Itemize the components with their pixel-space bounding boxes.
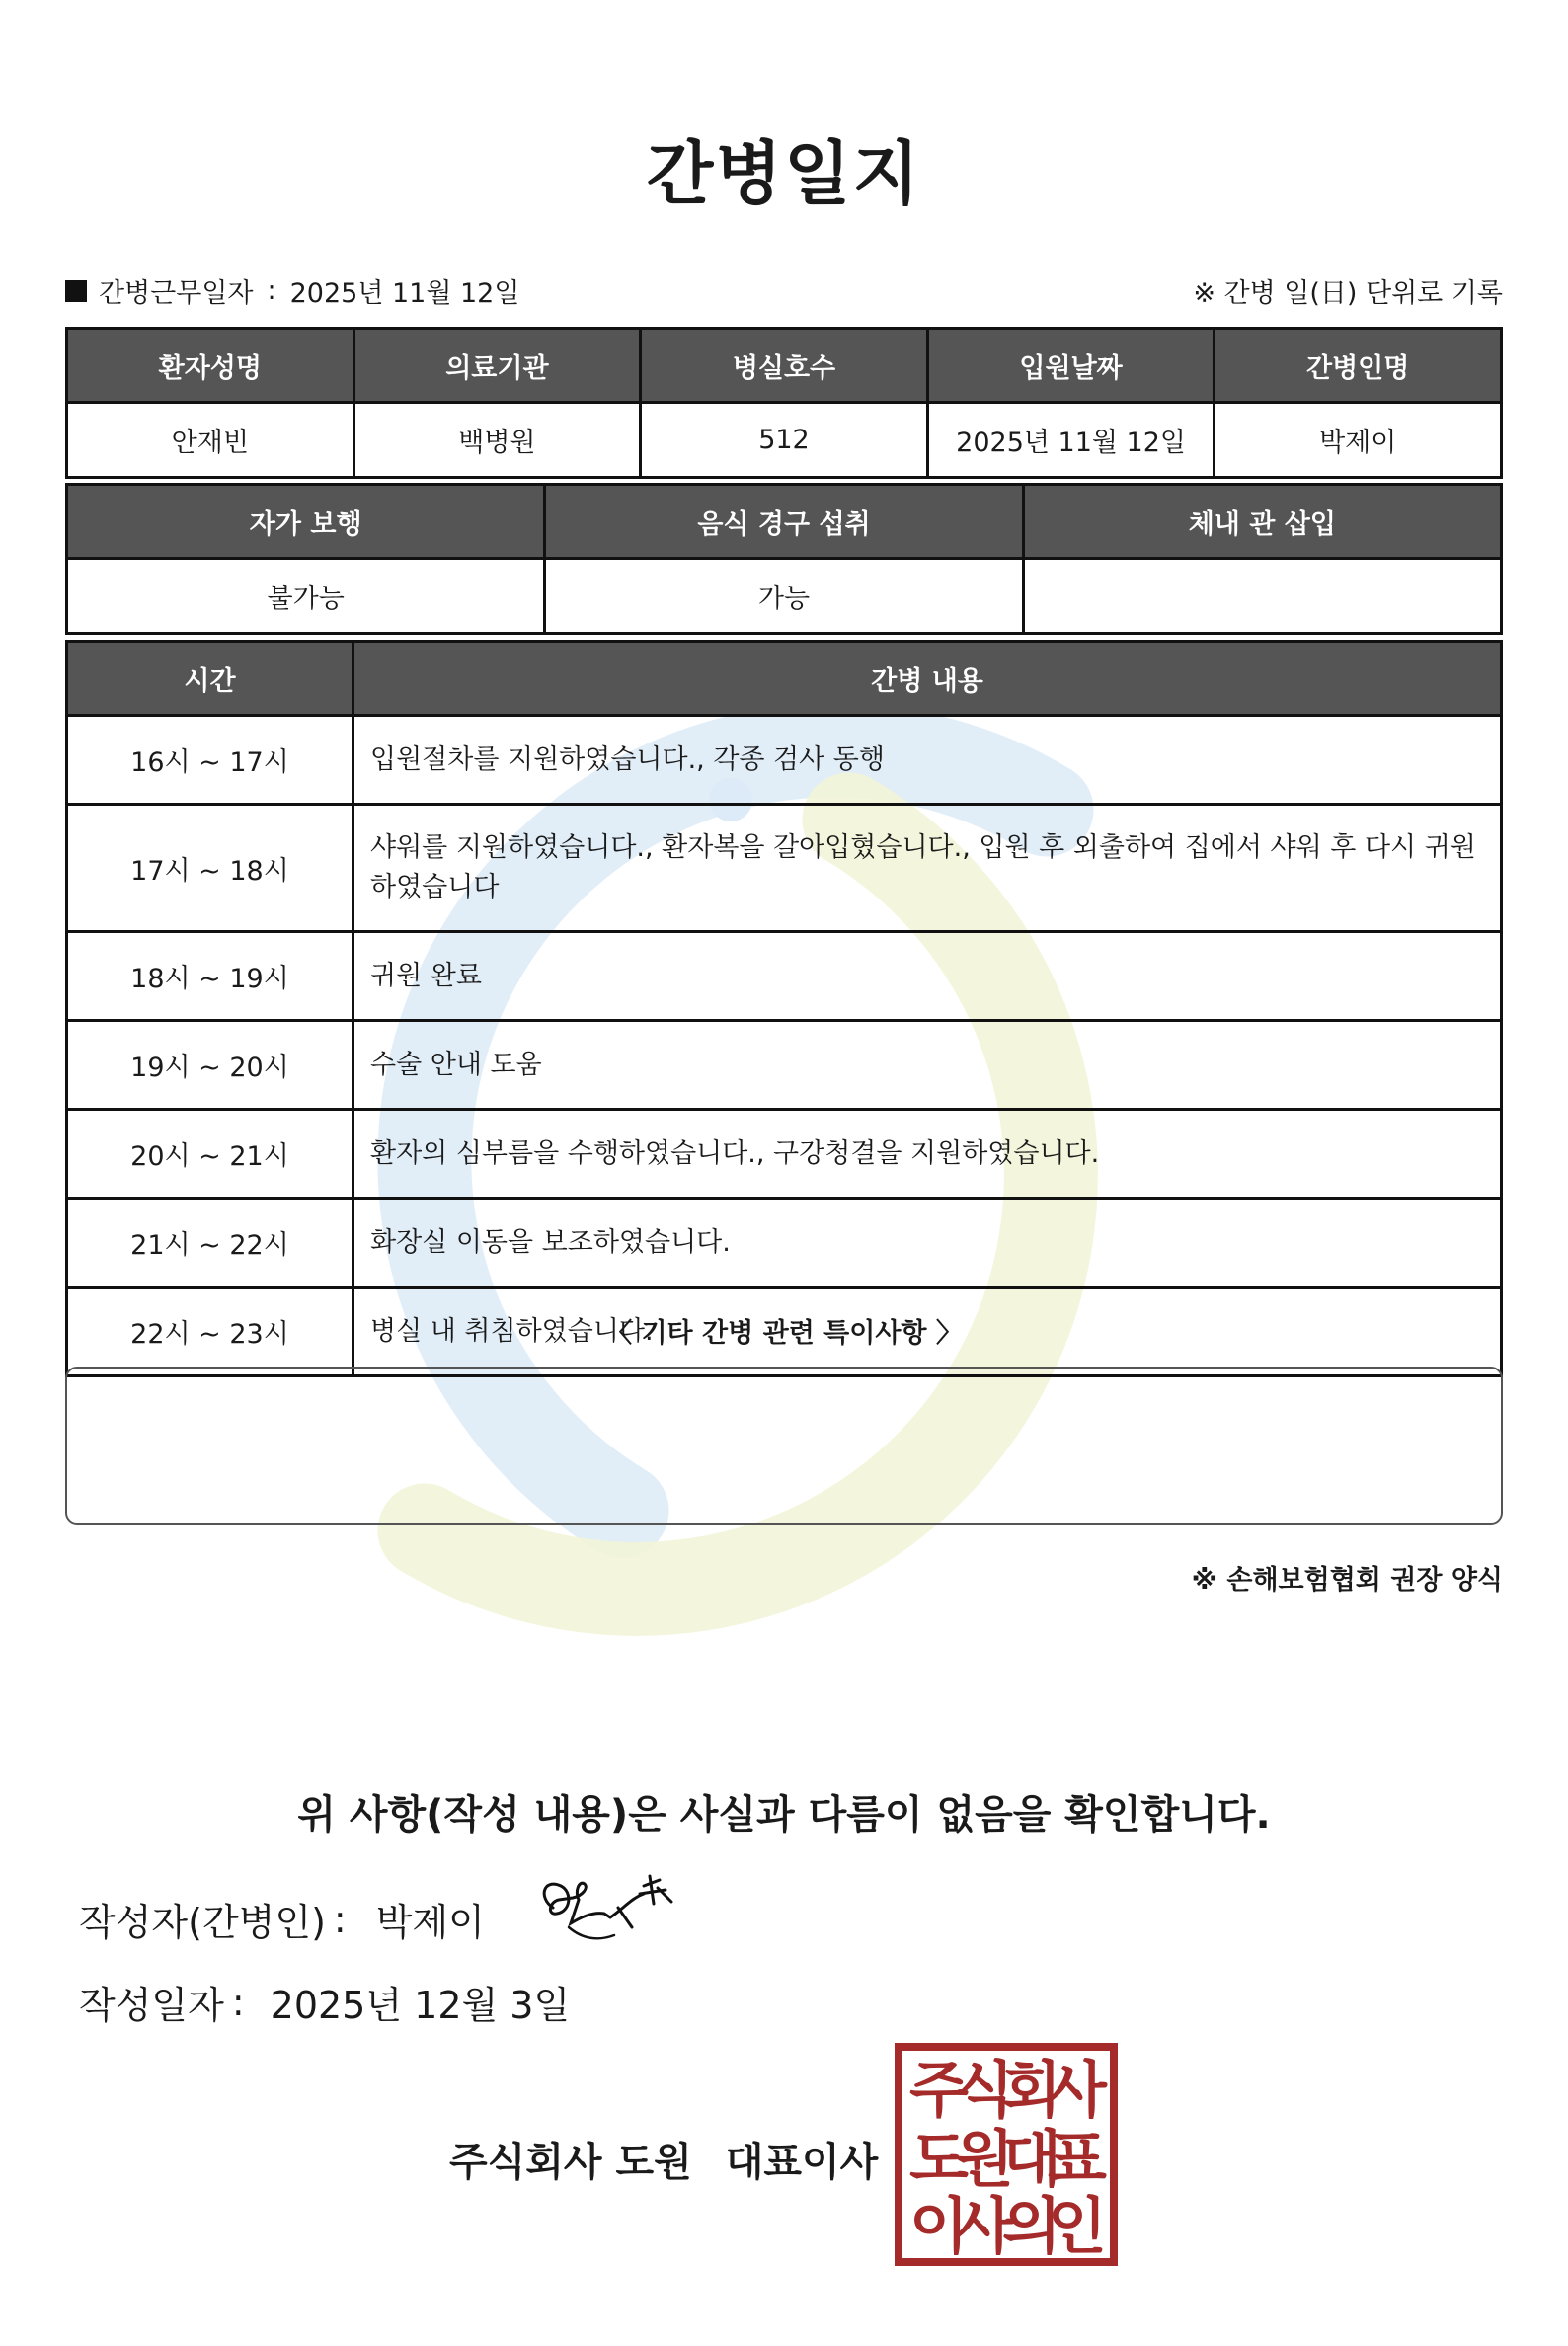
table-row	[67, 1021, 1502, 1110]
written-date-line	[79, 1975, 570, 2029]
patient-header-name: 환자성명	[67, 329, 354, 403]
svg-text:사: 사	[1048, 2057, 1107, 2125]
svg-text:표: 표	[1048, 2126, 1107, 2194]
work-date-value: 2025년 11월 12일	[289, 278, 520, 309]
care-log-time: 21시 ~ 22시	[67, 1199, 353, 1288]
care-log-content: 환자의 심부름을 수행하였습니다., 구강청결을 지원하였습니다.	[353, 1110, 1502, 1199]
status-walking: 불가능	[67, 559, 545, 634]
writer-line	[79, 1892, 485, 1946]
unit-note: ※ 간병 일(日) 단위로 기록	[1193, 278, 1503, 309]
document-title: 간병일지	[646, 133, 922, 214]
care-log-time: 16시 ~ 17시	[67, 716, 353, 805]
confirmation-statement: 위 사항(작성 내용)은 사실과 다름이 없음을 확인합니다.	[297, 1792, 1271, 1838]
care-log-time: 20시 ~ 21시	[67, 1110, 353, 1199]
care-log-content: 귀원 완료	[353, 932, 1502, 1021]
notes-label: 〈 기타 간병 관련 특이사항 〉	[605, 1318, 963, 1349]
format-note: ※ 손해보험협회 권장 양식	[1191, 1565, 1503, 1596]
signature	[533, 1868, 711, 1957]
company-signatory	[449, 2131, 878, 2187]
table-row	[67, 1110, 1502, 1199]
care-log-content: 입원절차를 지원하였습니다., 각종 검사 동행	[353, 716, 1502, 805]
care-log-time: 22시 ~ 23시	[67, 1288, 353, 1376]
status-header-tube: 체내 관 삽입	[1023, 485, 1501, 559]
svg-text:도: 도	[909, 2126, 969, 2194]
written-date-label: 작성일자	[79, 1984, 224, 2027]
svg-text:식: 식	[955, 2057, 1014, 2125]
status-header-oral-intake: 음식 경구 섭취	[545, 485, 1023, 559]
patient-header-room: 병실호수	[641, 329, 928, 403]
patient-table	[65, 327, 1503, 479]
svg-text:원: 원	[955, 2126, 1014, 2194]
care-log-time: 19시 ~ 20시	[67, 1021, 353, 1110]
care-log-content: 샤워를 지원하였습니다., 환자복을 갈아입혔습니다., 입원 후 외출하여 집에서 샤워 후 다시 귀원하였습니다	[353, 805, 1502, 932]
care-log-header-time: 시간	[67, 642, 353, 716]
svg-text:주: 주	[909, 2057, 969, 2125]
care-log-time: 18시 ~ 19시	[67, 932, 353, 1021]
status-header-walking: 자가 보행	[67, 485, 545, 559]
svg-text:이: 이	[909, 2193, 969, 2261]
work-date-label: 간병근무일자	[99, 278, 254, 309]
patient-header-admission: 입원날짜	[927, 329, 1215, 403]
square-bullet-icon	[65, 280, 87, 302]
table-row	[67, 1199, 1502, 1288]
room-number: 512	[641, 403, 928, 478]
status-oral-intake: 가능	[545, 559, 1023, 634]
svg-text:사: 사	[955, 2193, 1014, 2261]
admission-date: 2025년 11월 12일	[927, 403, 1215, 478]
care-log-content: 화장실 이동을 보조하였습니다.	[353, 1199, 1502, 1288]
writer-colon: :	[333, 1897, 347, 1941]
table-row	[67, 932, 1502, 1021]
table-row	[67, 716, 1502, 805]
status-tube	[1023, 559, 1501, 634]
status-table	[65, 483, 1503, 635]
caregiver-name: 박제이	[1215, 403, 1502, 478]
care-log-time: 17시 ~ 18시	[67, 805, 353, 932]
patient-name: 안재빈	[67, 403, 354, 478]
svg-text:의: 의	[1002, 2193, 1061, 2261]
svg-text:인: 인	[1048, 2193, 1107, 2261]
written-date-colon: :	[231, 1980, 245, 2024]
written-date-value: 2025년 12월 3일	[270, 1984, 571, 2027]
patient-header-caregiver: 간병인명	[1215, 329, 1502, 403]
work-date-colon: :	[267, 275, 276, 306]
writer-name: 박제이	[375, 1901, 485, 1944]
company-title: 대표이사	[725, 2140, 879, 2185]
care-log-content: 병실 내 취침하였습니다.	[353, 1288, 1502, 1376]
work-date	[65, 272, 519, 310]
writer-label: 작성자(간병인)	[79, 1901, 326, 1944]
table-row	[67, 805, 1502, 932]
care-log-header-content: 간병 내용	[353, 642, 1502, 716]
notes-box	[65, 1367, 1503, 1525]
care-log-table	[65, 640, 1503, 1377]
company-name: 주식회사 도원	[449, 2140, 692, 2185]
hospital-name: 백병원	[353, 403, 641, 478]
svg-text:회: 회	[1002, 2057, 1061, 2125]
company-seal	[894, 2042, 1119, 2267]
patient-header-hospital: 의료기관	[353, 329, 641, 403]
svg-text:대: 대	[1002, 2126, 1061, 2194]
care-log-content: 수술 안내 도움	[353, 1021, 1502, 1110]
